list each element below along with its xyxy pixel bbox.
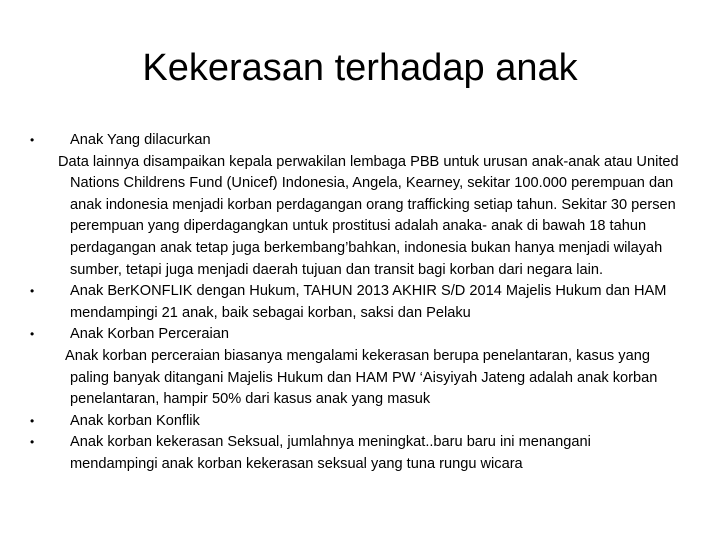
bullet-text: Anak Yang dilacurkan [70, 132, 211, 148]
body-paragraph: Data lainnya disampaikan kepala perwakilan lembaga PBB untuk urusan anak-anak atau United Nations Childrens Fund (Unicef) Indonesia, Angela, Kearney, sekitar 100.000 perempuan dan anak indonesia menjadi korban perdagangan orang trafficking setiap tahun. Sekitar 30 persen perempuan yang diperdagangkan untuk prostitusi adalah anaka- anak di bawah 18 tahun perdagangan anak tetap juga berkembang’bahkan, indonesia bukan hanya menjadi wilayah sumber, tetapi juga menjadi daerah tujuan dan transit bagi korban dari negara lain. [58, 153, 679, 278]
bullet-item [30, 281, 680, 324]
bullet-item [30, 411, 680, 433]
bullet-item [30, 432, 680, 475]
bullet-item [30, 324, 680, 346]
bullet-icon: • [30, 327, 35, 342]
bullet-icon: • [30, 284, 35, 299]
slide-title: Kekerasan terhadap anak [142, 47, 578, 89]
slide-content [30, 130, 680, 476]
bullet-text: Anak BerKONFLIK dengan Hukum, TAHUN 2013 AKHIR S/D 2014 Majelis Hukum dan HAM mendampingi 21 anak, baik sebagai korban, saksi dan Pelaku [70, 283, 667, 321]
bullet-text: Anak Korban Perceraian [70, 326, 230, 343]
bullet-icon: • [30, 133, 35, 147]
bullet-icon: • [30, 413, 35, 428]
bullet-text: Anak korban Konflik [70, 412, 200, 429]
bullet-item [30, 130, 680, 152]
body-paragraph: Anak korban perceraian biasanya mengalami kekerasan berupa penelantaran, kasus yang paling banyak ditangani Majelis Hukum dan HAM PW ‘Aisyiyah Jateng adalah anak korban penelantaran, hampir 50% dari kasus anak yang masuk [65, 347, 658, 408]
bullet-icon: • [30, 435, 35, 450]
bullet-text: Anak korban kekerasan Seksual, jumlahnya meningkat..baru baru ini menangani mendampingi anak korban kekerasan seksual yang tuna rungu wicara [70, 434, 591, 472]
